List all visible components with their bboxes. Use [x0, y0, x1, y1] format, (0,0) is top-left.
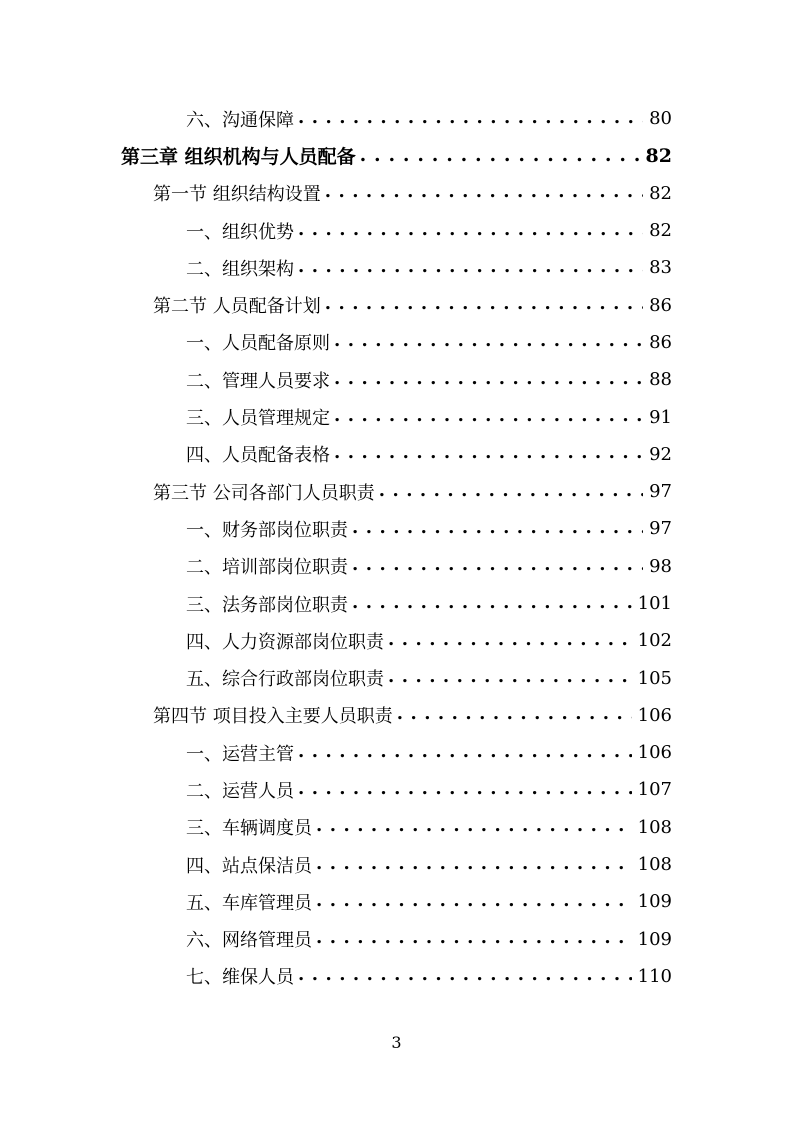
toc-entry-item[interactable]: [0, 398, 672, 435]
toc-entry-item[interactable]: [0, 361, 672, 398]
toc-leader-dots: [334, 370, 643, 390]
toc-entry-item[interactable]: [0, 771, 672, 808]
toc-entry-label: 第四节 项目投入主要人员职责: [153, 702, 397, 728]
toc-entry-item[interactable]: [0, 622, 672, 659]
toc-leader-dots: [379, 482, 643, 502]
toc-entry-label: 第二节 人员配备计划: [153, 292, 325, 318]
toc-entry-item[interactable]: [0, 585, 672, 622]
toc-entry-label: 三、车辆调度员: [186, 814, 316, 840]
toc-entry-label: 第三章 组织机构与人员配备: [121, 142, 360, 169]
toc-leader-dots: [316, 817, 632, 837]
toc-entry-page-number: 102: [632, 630, 672, 651]
toc-entry-chapter[interactable]: [0, 137, 672, 174]
toc-entry-label: 一、人员配备原则: [186, 329, 334, 355]
toc-entry-label: 三、法务部岗位职责: [186, 591, 352, 617]
toc-leader-dots: [316, 855, 632, 875]
toc-entry-item[interactable]: [0, 436, 672, 473]
toc-entry-item[interactable]: [0, 846, 672, 883]
toc-leader-dots: [325, 183, 643, 203]
toc-entry-page-number: 83: [643, 257, 672, 278]
toc-entry-label: 七、维保人员: [186, 963, 298, 989]
toc-entry-page-number: 86: [643, 295, 672, 316]
toc-leader-dots: [334, 444, 643, 464]
toc-entry-label: 二、组织架构: [186, 255, 298, 281]
toc-entry-label: 三、人员管理规定: [186, 404, 334, 430]
toc-entry-section[interactable]: [0, 697, 672, 734]
page-number: 3: [391, 1033, 402, 1052]
toc-leader-dots: [298, 966, 632, 986]
toc-entry-label: 一、运营主管: [186, 740, 298, 766]
toc-entry-section[interactable]: [0, 175, 672, 212]
toc-entry-page-number: 80: [643, 108, 672, 129]
toc-entry-label: 二、运营人员: [186, 777, 298, 803]
toc-entry-item[interactable]: [0, 809, 672, 846]
toc-entry-label: 二、培训部岗位职责: [186, 553, 352, 579]
toc-entry-page-number: 88: [643, 369, 672, 390]
toc-entry-page-number: 110: [632, 966, 672, 987]
toc-entry-page-number: 82: [643, 220, 672, 241]
toc-leader-dots: [360, 146, 640, 166]
toc-entry-label: 四、人力资源部岗位职责: [186, 628, 388, 654]
toc-entry-page-number: 101: [632, 593, 672, 614]
toc-entry-page-number: 109: [632, 891, 672, 912]
toc-entry-item[interactable]: [0, 958, 672, 995]
toc-entry-item[interactable]: [0, 510, 672, 547]
toc-entry-label: 四、站点保洁员: [186, 852, 316, 878]
toc-entry-label: 一、组织优势: [186, 218, 298, 244]
toc-leader-dots: [388, 631, 632, 651]
toc-entry-page-number: 107: [632, 779, 672, 800]
toc-entry-label: 五、综合行政部岗位职责: [186, 665, 388, 691]
toc-leader-dots: [298, 221, 643, 241]
toc-entry-section[interactable]: [0, 286, 672, 323]
toc-leader-dots: [352, 519, 643, 539]
toc-entry-page-number: 109: [632, 929, 672, 950]
toc-leader-dots: [388, 668, 632, 688]
toc-leader-dots: [298, 109, 643, 129]
toc-entry-label: 六、网络管理员: [186, 926, 316, 952]
toc-entry-item[interactable]: [0, 659, 672, 696]
toc-entry-item[interactable]: [0, 883, 672, 920]
toc-leader-dots: [325, 295, 643, 315]
toc-entry-label: 六、沟通保障: [186, 106, 298, 132]
toc-entry-item[interactable]: [0, 548, 672, 585]
toc-leader-dots: [298, 743, 632, 763]
toc-entry-label: 第一节 组织结构设置: [153, 180, 325, 206]
toc-entry-page-number: 105: [632, 668, 672, 689]
table-of-contents: [0, 100, 793, 995]
toc-entry-item[interactable]: [0, 324, 672, 361]
toc-leader-dots: [316, 892, 632, 912]
toc-entry-label: 五、车库管理员: [186, 889, 316, 915]
toc-entry-label: 二、管理人员要求: [186, 367, 334, 393]
toc-leader-dots: [316, 929, 632, 949]
toc-entry-page-number: 82: [643, 183, 672, 204]
toc-entry-page-number: 92: [643, 444, 672, 465]
toc-entry-page-number: 108: [632, 817, 672, 838]
toc-entry-page-number: 106: [632, 742, 672, 763]
toc-leader-dots: [352, 556, 643, 576]
toc-entry-label: 一、财务部岗位职责: [186, 516, 352, 542]
toc-entry-item[interactable]: [0, 734, 672, 771]
toc-entry-label: 四、人员配备表格: [186, 441, 334, 467]
toc-entry-item[interactable]: [0, 921, 672, 958]
toc-entry-label: 第三节 公司各部门人员职责: [153, 479, 379, 505]
toc-leader-dots: [334, 407, 643, 427]
toc-leader-dots: [334, 332, 643, 352]
toc-entry-item[interactable]: [0, 249, 672, 286]
toc-entry-item[interactable]: [0, 100, 672, 137]
toc-entry-page-number: 106: [632, 705, 672, 726]
toc-entry-page-number: 82: [640, 145, 672, 167]
toc-entry-page-number: 98: [643, 556, 672, 577]
toc-entry-section[interactable]: [0, 473, 672, 510]
toc-leader-dots: [298, 780, 632, 800]
toc-leader-dots: [397, 705, 632, 725]
toc-entry-item[interactable]: [0, 212, 672, 249]
toc-entry-page-number: 86: [643, 332, 672, 353]
toc-entry-page-number: 97: [643, 518, 672, 539]
toc-leader-dots: [298, 258, 643, 278]
toc-entry-page-number: 108: [632, 854, 672, 875]
toc-leader-dots: [352, 594, 632, 614]
toc-entry-page-number: 91: [643, 407, 672, 428]
toc-entry-page-number: 97: [643, 481, 672, 502]
